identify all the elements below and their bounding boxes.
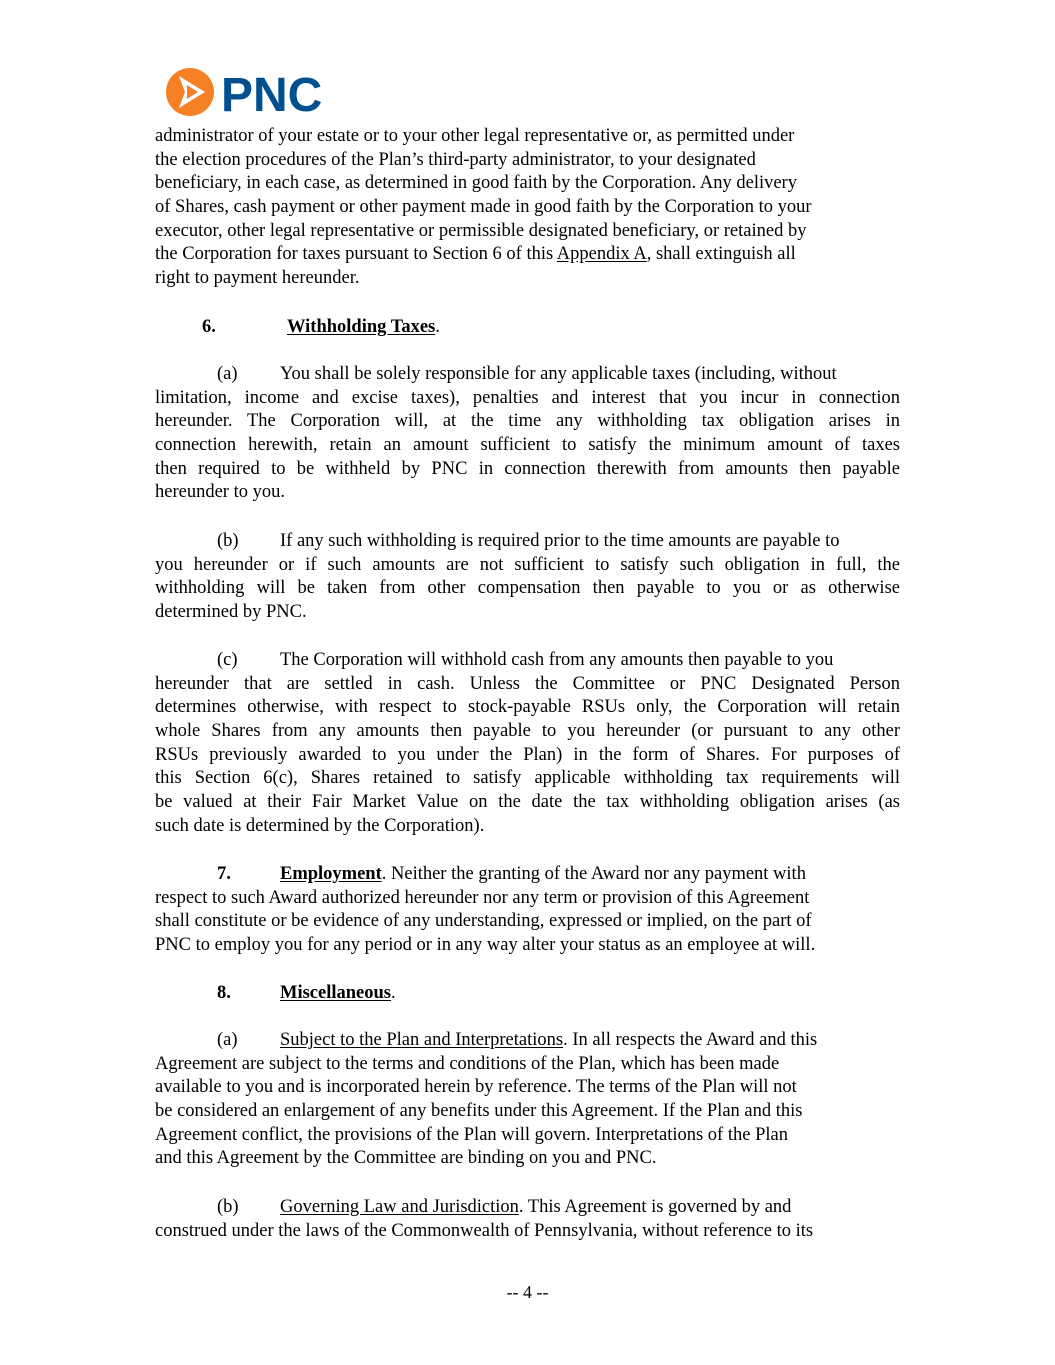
paragraph-heading: Subject to the Plan and Interpretations bbox=[280, 1030, 564, 1050]
paragraph-intro bbox=[155, 125, 900, 291]
text-span: If any such withholding is required prior to the time amounts are payable to bbox=[280, 531, 840, 551]
section-title-period: . bbox=[391, 983, 396, 1003]
section-title: Withholding Taxes bbox=[287, 317, 436, 337]
text-line: this Section 6(c), Shares retained to satisfy applicable withholding tax requirements will bbox=[155, 768, 900, 789]
paragraph-label: (b) bbox=[217, 1197, 239, 1217]
pnc-logo-icon bbox=[165, 66, 340, 120]
paragraph-6c bbox=[155, 649, 900, 839]
text-line: be considered an enlargement of any benefits under this Agreement. If the Plan and this bbox=[155, 1101, 803, 1122]
text-line: respect to such Award authorized hereunder nor any term or provision of this Agreement bbox=[155, 887, 810, 908]
paragraph-8b bbox=[155, 1196, 900, 1243]
paragraph-label: (c) bbox=[217, 650, 238, 670]
text-span: You shall be solely responsible for any applicable taxes (including, without bbox=[280, 364, 837, 384]
paragraph-6b bbox=[155, 530, 900, 625]
appendix-a-reference: Appendix A bbox=[556, 244, 647, 265]
section-title: Miscellaneous bbox=[280, 983, 391, 1003]
section-title: Employment bbox=[280, 864, 382, 884]
text-line: of Shares, cash payment or other payment made in good faith by the Corporation to your bbox=[155, 197, 812, 218]
text-line: PNC to employ you for any period or in any way alter your status as an employee at will. bbox=[155, 935, 816, 956]
text-line: RSUs previously awarded to you under the Plan) in the form of Shares. For purposes of bbox=[155, 744, 900, 765]
pnc-logo-text: PNC bbox=[221, 69, 323, 120]
text-span: . In all respects the Award and this bbox=[563, 1030, 818, 1050]
text-span: , shall extinguish all bbox=[646, 244, 796, 265]
text-line: and this Agreement by the Committee are binding on you and PNC. bbox=[155, 1148, 657, 1169]
paragraph-6a bbox=[155, 363, 900, 505]
text-line: shall constitute or be evidence of any understanding, expressed or implied, on the part of bbox=[155, 911, 812, 932]
text-line: be valued at their Fair Market Value on the date the tax withholding obligation arises (as bbox=[155, 792, 900, 813]
paragraph-label: (b) bbox=[217, 531, 239, 551]
text-line: hereunder that are settled in cash. Unless the Committee or PNC Designated Person bbox=[155, 673, 900, 694]
text-line: Agreement are subject to the terms and conditions of the Plan, which has been made bbox=[155, 1053, 780, 1074]
text-line: hereunder to you. bbox=[155, 482, 285, 503]
text-line: such date is determined by the Corporation). bbox=[155, 815, 485, 836]
text-line: right to payment hereunder. bbox=[155, 268, 360, 289]
text-span: . Neither the granting of the Award nor any payment with bbox=[381, 864, 806, 884]
page-number: -- 4 -- bbox=[506, 1282, 549, 1302]
text-line: hereunder. The Corporation will, at the time any withholding tax obligation arises in bbox=[155, 411, 900, 432]
text-line: whole Shares from any amounts then payable to you hereunder (or pursuant to any other bbox=[155, 721, 900, 742]
section-7 bbox=[155, 863, 900, 958]
text-span: the Corporation for taxes pursuant to Section 6 of this bbox=[155, 244, 557, 265]
section-number: 6. bbox=[202, 317, 216, 337]
text-line: connection herewith, retain an amount sufficient to satisfy the minimum amount of taxes bbox=[155, 435, 900, 456]
text-line bbox=[155, 243, 900, 267]
section-number: 8. bbox=[217, 983, 231, 1003]
text-line: executor, other legal representative or permissible designated beneficiary, or retained by bbox=[155, 220, 807, 241]
text-line: you hereunder or if such amounts are not sufficient to satisfy such obligation in full, the bbox=[155, 554, 900, 575]
text-line: determined by PNC. bbox=[155, 602, 307, 623]
text-line: Agreement conflict, the provisions of the Plan will govern. Interpretations of the Plan bbox=[155, 1124, 788, 1145]
paragraph-label: (a) bbox=[217, 1030, 238, 1050]
pnc-logo bbox=[165, 66, 340, 120]
section-title-period: . bbox=[435, 317, 440, 337]
section-number: 7. bbox=[217, 864, 231, 884]
section-6-heading bbox=[155, 316, 900, 340]
text-line: limitation, income and excise taxes), penalties and interest that you incur in connection bbox=[155, 387, 900, 408]
text-line: determines otherwise, with respect to stock-payable RSUs only, the Corporation will retain bbox=[155, 697, 900, 718]
paragraph-heading: Governing Law and Jurisdiction bbox=[280, 1197, 519, 1217]
text-line: administrator of your estate or to your other legal representative or, as permitted under bbox=[155, 126, 795, 146]
text-line: withholding will be taken from other compensation then payable to you or as otherwise bbox=[155, 578, 900, 599]
text-line: then required to be withheld by PNC in connection therewith from amounts then payable bbox=[155, 458, 900, 479]
paragraph-label: (a) bbox=[217, 364, 238, 384]
text-span: The Corporation will withhold cash from any amounts then payable to you bbox=[280, 650, 834, 670]
text-line: the election procedures of the Plan’s third-party administrator, to your designated bbox=[155, 149, 756, 170]
section-8-heading bbox=[155, 982, 900, 1006]
paragraph-8a bbox=[155, 1029, 900, 1171]
text-line: construed under the laws of the Commonwealth of Pennsylvania, without reference to its bbox=[155, 1220, 814, 1241]
text-line: beneficiary, in each case, as determined in good faith by the Corporation. Any delivery bbox=[155, 173, 797, 194]
text-span: . This Agreement is governed by and bbox=[518, 1197, 792, 1217]
text-line: available to you and is incorporated herein by reference. The terms of the Plan will not bbox=[155, 1077, 797, 1098]
